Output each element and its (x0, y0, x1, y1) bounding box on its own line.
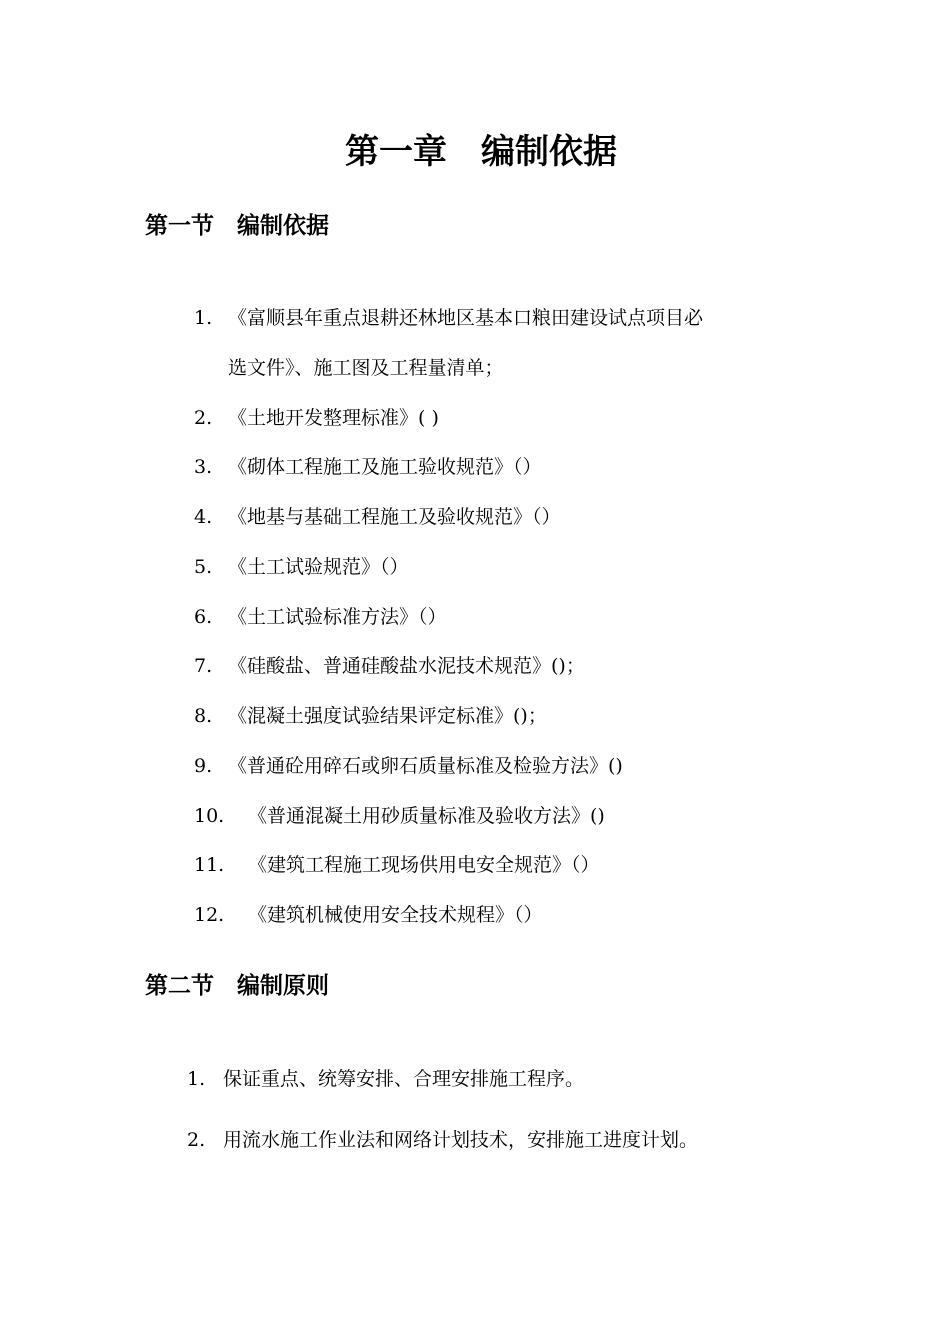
item-text: 保证重点、统筹安排、合理安排施工程序。 (223, 1068, 585, 1090)
list-item (187, 1125, 698, 1155)
list-item (194, 452, 542, 482)
item-text: 《土地开发整理标准》( ) (228, 407, 439, 429)
item-text: 《建筑工程施工现场供用电安全规范》（） (248, 854, 600, 876)
section-title-principles: 第二节 编制原则 (145, 973, 329, 999)
item-number: 7. (194, 655, 213, 677)
section-title-basis: 第一节 编制依据 (145, 213, 329, 239)
list-item (194, 552, 409, 582)
item-text: 《硅酸盐、普通硅酸盐水泥技术规范》()； (228, 655, 585, 677)
item-text: 《建筑机械使用安全技术规程》（） (248, 904, 543, 926)
item-number: 2. (187, 1129, 206, 1151)
item-text: 《富顺县年重点退耕还林地区基本口粮田建设试点项目必 (228, 307, 704, 329)
list-item (194, 801, 605, 831)
list-item (194, 900, 543, 930)
chapter-title: 第一章 编制依据 (345, 132, 617, 172)
item-text: 用流水施工作业法和网络计划技术，安排施工进度计划。 (223, 1129, 699, 1151)
list-item (194, 403, 439, 433)
item-text: 《混凝土强度试验结果评定标准》()； (228, 705, 547, 727)
item-number: 1. (194, 307, 213, 329)
list-item (194, 751, 623, 781)
item-text: 《普通砼用碎石或卵石质量标准及检验方法》() (228, 755, 623, 777)
item-number: 10. (194, 805, 225, 827)
item-number: 3. (194, 456, 213, 478)
list-item (194, 850, 600, 880)
item-number: 8. (194, 705, 213, 727)
item-text: 《砌体工程施工及施工验收规范》（） (228, 456, 542, 478)
item-text: 《土工试验标准方法》（） (228, 606, 447, 628)
item-number: 12. (194, 904, 225, 926)
item-text: 《普通混凝土用砂质量标准及验收方法》() (248, 805, 605, 827)
list-item (194, 651, 585, 681)
item-number: 11. (194, 854, 225, 876)
item-text-continuation: 选文件》、施工图及工程量清单； (228, 357, 504, 379)
item-number: 6. (194, 606, 213, 628)
item-number: 5. (194, 556, 213, 578)
item-text: 《土工试验规范》（） (228, 556, 409, 578)
item-number: 9. (194, 755, 213, 777)
item-number: 4. (194, 506, 213, 528)
list-item (194, 602, 447, 632)
item-number: 2. (194, 407, 213, 429)
item-number: 1. (187, 1068, 206, 1090)
list-item (194, 701, 547, 731)
list-item (194, 303, 703, 333)
list-item (194, 502, 561, 532)
item-text: 《地基与基础工程施工及验收规范》（） (228, 506, 561, 528)
list-item (187, 1064, 584, 1094)
